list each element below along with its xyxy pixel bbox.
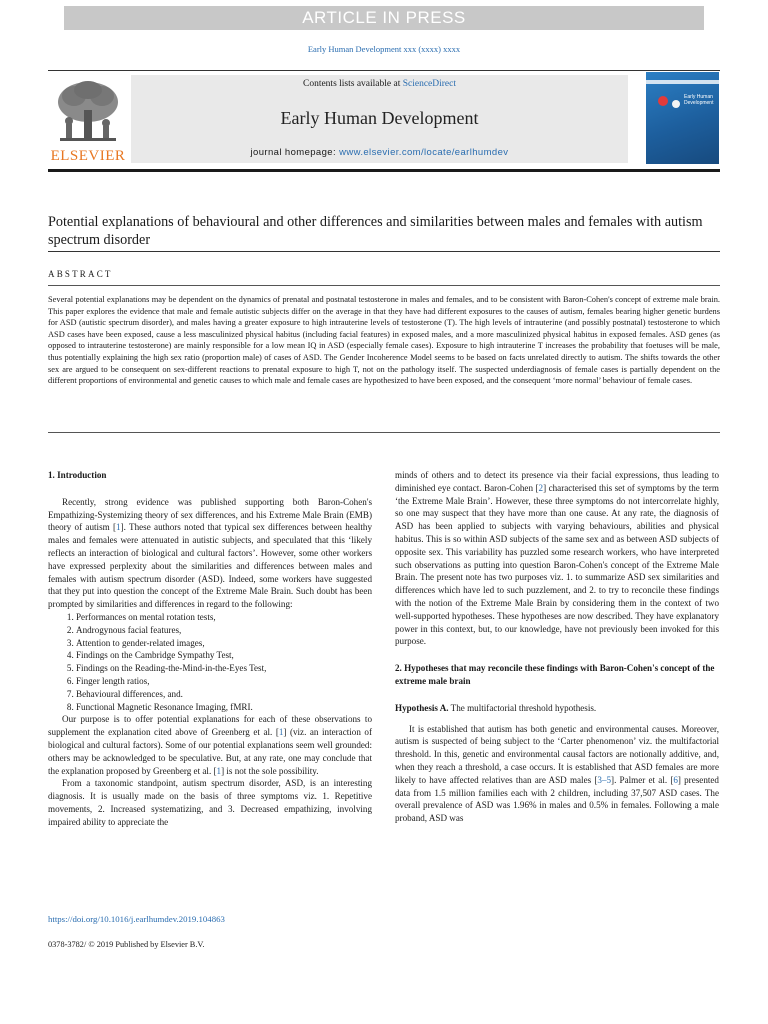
- contents-line: [131, 79, 628, 89]
- s2-p1-text-b: ]. Palmer et al. [: [611, 774, 674, 785]
- citation-link[interactable]: 1: [278, 727, 284, 738]
- hypothesis-a-line: [395, 702, 719, 715]
- list-item: 5. Findings on the Reading-the-Mind-in-the-Eyes Test,: [76, 662, 372, 675]
- title-rule: [48, 251, 720, 252]
- article-in-press-banner: ARTICLE IN PRESS: [64, 6, 704, 30]
- intro-heading: 1. Introduction: [48, 470, 107, 480]
- intro-paragraph-4: [395, 469, 719, 648]
- citation-link[interactable]: 1: [216, 765, 222, 776]
- cover-red-dot: [658, 96, 668, 106]
- list-item: 2. Androgynous facial features,: [76, 624, 372, 637]
- intro-p2-text-b: ] (viz. an interaction of biological and cultural factors). Some of our potential explanations seem well grounded: others may be acknowledged to be speculative. But, at any rate, one may conclude that the explanation proposed by Greenberg et al. [: [48, 727, 372, 776]
- section-2-paragraph-1: [395, 723, 719, 825]
- sciencedirect-link[interactable]: ScienceDirect: [402, 79, 456, 89]
- cover-white-dot: [672, 100, 680, 108]
- hypothesis-label: Hypothesis A.: [395, 702, 449, 713]
- cover-band: [646, 80, 719, 84]
- abstract-text: Several potential explanations may be dependent on the dynamics of prenatal and postnatal testosterone in males and females, and to be consistent with Baron-Cohen's concept of extreme male brain. This paper explores the evidence that male and female autistic subjects differ on the average in that they have had different exposures to the causes of autism, females bearing higher genetic burdens for ASD (autistic spectrum disorder), and males having a greater exposure to high intrauterine levels of testosterone (T). The high levels of intrauterine (and possibly postnatal) testosterone to which ASD cases have been exposed, cause a less masculinized physical habitus (including facial features) in exposed males, and a more masculinized physical habitus in exposed females. ASD genes (as opposed to intrauterine testosterone) are mainly responsible for a low mean IQ in ASD (especially female cases). Exposure to high intrauterine T increases the probability that foetuses will be male, thus potentially explaining the high sex ratio (proportion male) of cases of ASD. The Gender Incoherence Model seems to be based on facts unrelated directly to autism. The shifts towards the other sex are argued to be consequent on sex-different reactions to prenatal exposure to high T, not on the pathology itself. The suspected underdiagnosis of female cases is partially dependent on the different proportions of environmental and genetic causes to which male and female cases are hypothesized to have been exposed, and the consequent ‘more normal’ behaviour of female cases.: [48, 295, 720, 386]
- section-2-heading: 2. Hypotheses that may reconcile these findings with Baron-Cohen's concept of the extreme male brain: [395, 663, 715, 686]
- list-item: 7. Behavioural differences, and.: [76, 688, 372, 701]
- homepage-prefix: journal homepage:: [250, 147, 340, 158]
- list-item: 1. Performances on mental rotation tests,: [76, 611, 372, 624]
- abstract-top-rule: [48, 285, 720, 286]
- list-item: 4. Findings on the Cambridge Sympathy Test,: [76, 649, 372, 662]
- cover-title: Early Human Development: [684, 94, 714, 106]
- right-column: [395, 469, 719, 825]
- list-item: 3. Attention to gender-related images,: [76, 637, 372, 650]
- findings-list: [48, 611, 372, 713]
- journal-header-box: [131, 75, 628, 163]
- intro-p2-text: Our purpose is to offer potential explanations for each of these observations to supplement the explanation cited above of Greenberg et al. [: [48, 714, 372, 738]
- intro-p1-text: Recently, strong evidence was published supporting both Baron-Cohen's Empathizing-Systemizing theory of sex differences, and his Extreme Male Brain (EMB) theory of autism [: [48, 496, 372, 533]
- list-item: 6. Finger length ratios,: [76, 675, 372, 688]
- header-rule: [48, 70, 720, 71]
- journal-citation-link[interactable]: Early Human Development xxx (xxxx) xxxx: [307, 44, 461, 54]
- intro-paragraph-1: [48, 496, 372, 611]
- journal-title: Early Human Development: [280, 108, 479, 128]
- journal-cover-image: [646, 72, 719, 164]
- intro-p4-text: minds of others and to detect its presence via their facial expressions, thus leading to diminished eye contact. Baron-Cohen [: [395, 470, 719, 493]
- copyright-line: 0378-3782/ © 2019 Published by Elsevier B.V.: [48, 940, 205, 949]
- intro-paragraph-2: [48, 713, 372, 777]
- header-thick-rule: [48, 169, 720, 172]
- citation-link[interactable]: 2: [538, 482, 544, 493]
- abstract-heading: ABSTRACT: [48, 269, 113, 279]
- citation-link[interactable]: 3–5: [597, 774, 612, 785]
- elsevier-wordmark: ELSEVIER: [50, 148, 126, 164]
- doi-link[interactable]: https://doi.org/10.1016/j.earlhumdev.2019.104863: [48, 914, 225, 924]
- left-column: [48, 469, 372, 829]
- article-title: Potential explanations of behavioural and other differences and similarities between males and females with autism spectrum disorder: [48, 214, 703, 248]
- intro-p4-text-b: ] characterised this set of symptoms by the term ‘the Extreme Male Brain’. However, these three symptoms do not intercorrelate highly, so one may suspect that they have more than one cause. At any rate, the diagnosis of ASD has been applied to subjects with varying behaviours, abilities and physical habitus. This is so within ASD subjects of the same sex and as between ASD subjects of opposite sex. This variability has puzzled some research workers, who have interpreted such observations as putting into question Baron-Cohen's concept of the Extreme Male Brain. The present note has two purposes viz. 1. to summarize ASD sex similarities and differences which have led to such puzzlement, and 2. to try to reconcile these findings with the notion of the Extreme Male Brain by considering them in the context of two well-supported hypotheses. These hypotheses are now described. They have explanatory power in this context, but, to our knowledge, have not previously been invoked for this purpose.: [395, 482, 719, 647]
- intro-paragraph-3: From a taxonomic standpoint, autism spectrum disorder, ASD, is an interesting diagnosis. It is usually made on the basis of three symptoms viz. 1. Repetitive movements, 2. Increased systematizing, and 3. Decreased empathizing, involving impaired ability to appreciate the: [48, 778, 372, 827]
- citation-link[interactable]: 6: [673, 774, 678, 785]
- citation-link[interactable]: 1: [116, 522, 121, 533]
- journal-homepage-line: [131, 147, 628, 158]
- s2-p1-text-c: ] presented data from 1.5 million families each with 2 children, including 37,507 ASD cases. The overall prevalence of ASD was 1.96% in males and 0.5% in females. Following a male proband, ASD was: [395, 774, 719, 824]
- hypothesis-text: The multifactorial threshold hypothesis.: [448, 702, 597, 713]
- contents-prefix: Contents lists available at: [302, 79, 403, 89]
- intro-p1-text-b: ]. These authors noted that typical sex differences between healthy males and females were attenuated in autistic subjects, and speculated that this ‘likely reflects an interaction of biological and cultural factors’. However, some other workers have expressed perplexity about the similarities and differences between males and females with autism spectrum disorder (ASD). Indeed, some workers have suggested that they put into question the concept of the Extreme Male Brain. Such doubt has been prompted by similarities and differences in regard to the following:: [48, 522, 373, 610]
- s2-p1-text: It is established that autism has both genetic and environmental causes. Moreover, autism is suspected of being subject to the ‘Carter phenomenon’ viz. the multifactorial threshold. In this, genetic and environmental causal factors are notionally additive, and, when they reach a threshold, a case occurs. It is established that ASD females are more likely to have affected relatives than are ASD males [: [395, 723, 719, 785]
- homepage-url-link[interactable]: www.elsevier.com/locate/earlhumdev: [339, 147, 509, 158]
- intro-p2-text-c: ] is not the sole possibility.: [221, 765, 319, 776]
- abstract-bottom-rule: [48, 432, 720, 433]
- list-item: 8. Functional Magnetic Resonance Imaging, fMRI.: [76, 701, 372, 714]
